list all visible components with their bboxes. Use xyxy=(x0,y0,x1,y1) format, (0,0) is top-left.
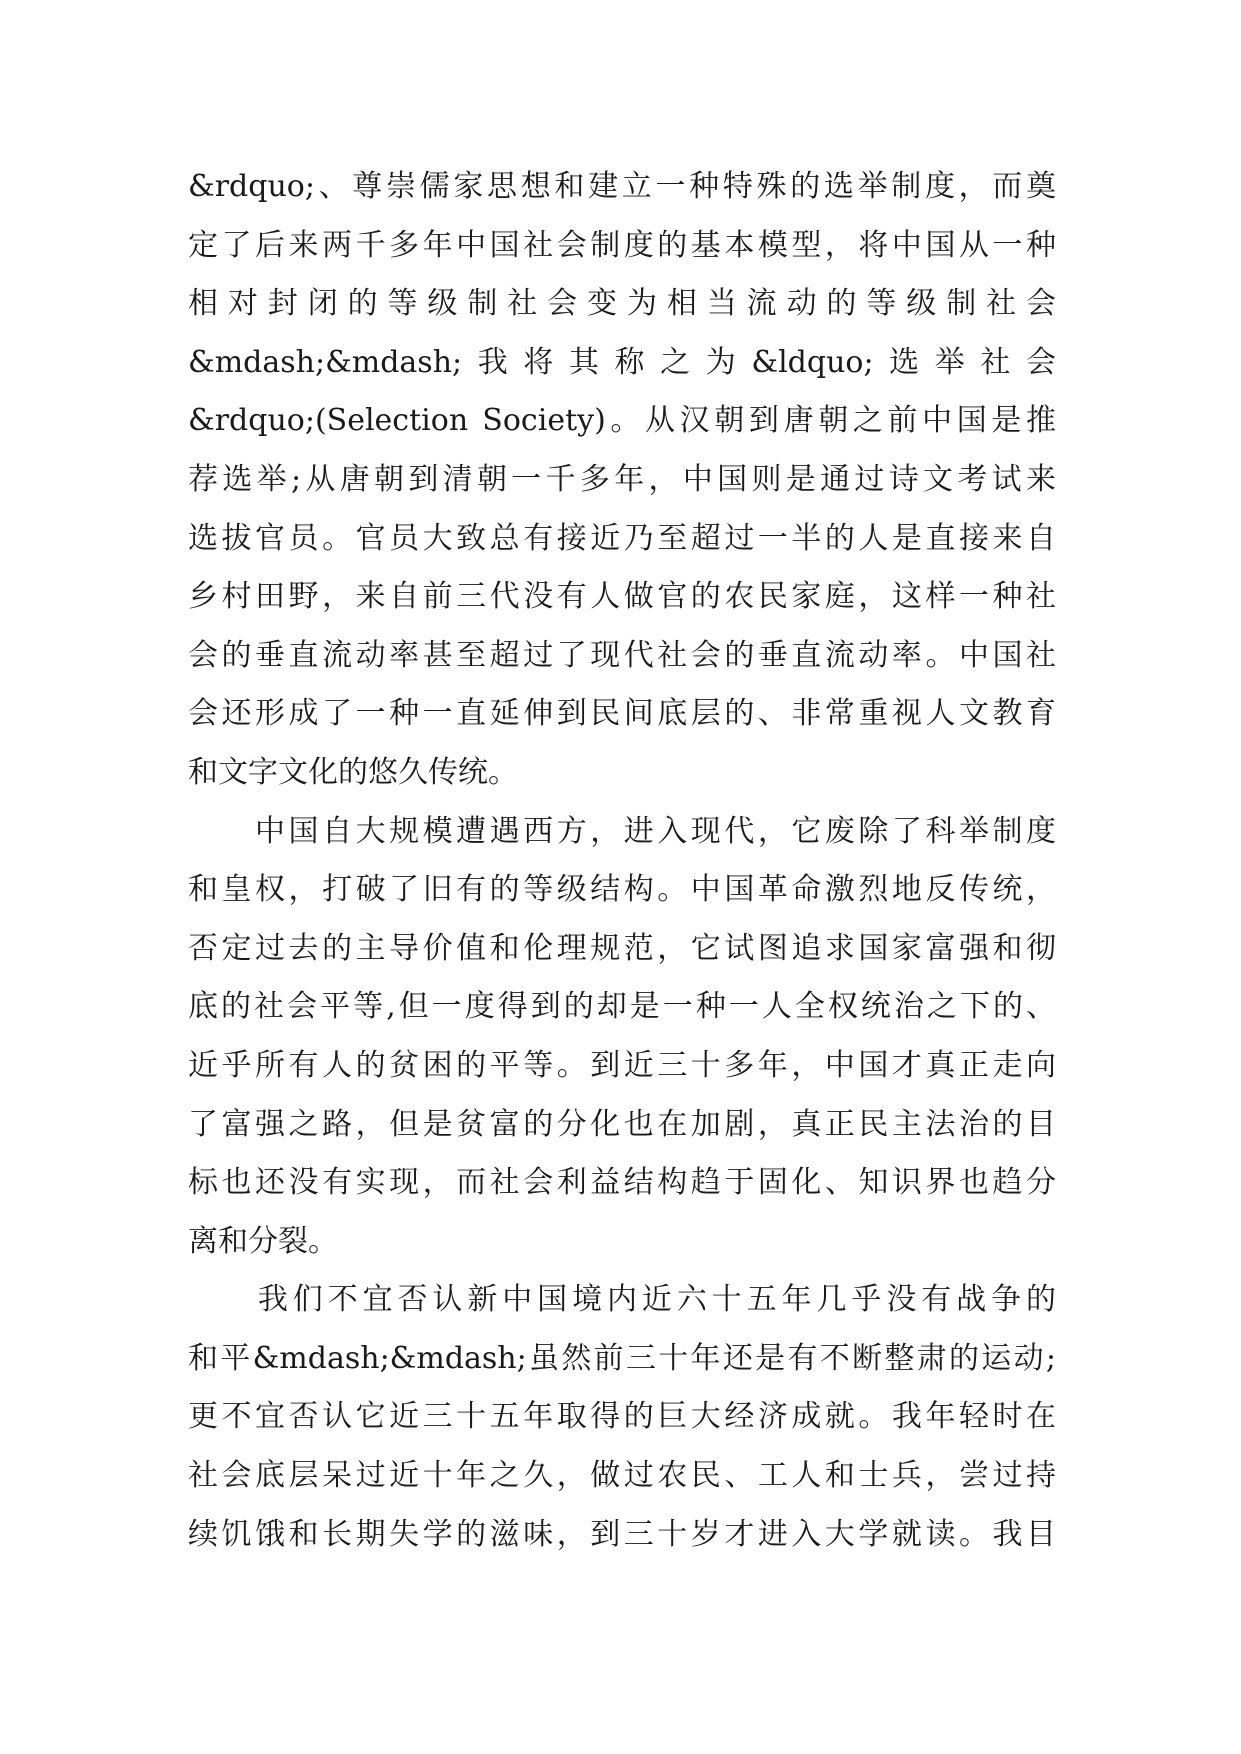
text-line: 荐选举;从唐朝到清朝一千多年，中国则是通过诗文考试来 xyxy=(188,461,1056,497)
text-line: 社会底层呆过近十年之久，做过农民、工人和士兵，尝过持 xyxy=(188,1458,1056,1494)
text-line: 会还形成了一种一直延伸到民间底层的、非常重视人文教育 xyxy=(188,696,1056,732)
text-line: 底的社会平等,但一度得到的却是一种一人全权统治之下的、 xyxy=(188,989,1056,1025)
text-line: &rdquo;(Selection Society)。从汉朝到唐朝之前中国是推 xyxy=(188,403,1056,439)
text-line: 标也还没有实现，而社会利益结构趋于固化、知识界也趋分 xyxy=(188,1165,1056,1201)
text-line: 中国自大规模遭遇西方，进入现代，它废除了科举制度 xyxy=(188,813,1056,849)
text-line: 和皇权，打破了旧有的等级结构。中国革命激烈地反传统， xyxy=(188,872,1056,908)
text-line: 和平&mdash;&mdash;虽然前三十年还是有不断整肃的运动; xyxy=(188,1340,1056,1376)
text-line: 我们不宜否认新中国境内近六十五年几乎没有战争的 xyxy=(188,1282,1056,1318)
text-line: 更不宜否认它近三十五年取得的巨大经济成就。我年轻时在 xyxy=(188,1399,1056,1435)
text-line: 相对封闭的等级制社会变为相当流动的等级制社会 xyxy=(188,286,1056,322)
body-text xyxy=(188,158,1056,1564)
text-line: 会的垂直流动率甚至超过了现代社会的垂直流动率。中国社 xyxy=(188,637,1056,673)
text-line: 否定过去的主导价值和伦理规范，它试图追求国家富强和彻 xyxy=(188,930,1056,966)
text-line: 离和分裂。 xyxy=(188,1223,338,1259)
text-line: 乡村田野，来自前三代没有人做官的农民家庭，这样一种社 xyxy=(188,579,1056,615)
text-line: 定了后来两千多年中国社会制度的基本模型，将中国从一种 xyxy=(188,227,1056,263)
text-line: 和文字文化的悠久传统。 xyxy=(188,754,518,790)
text-line: 续饥饿和长期失学的滋味，到三十岁才进入大学就读。我目 xyxy=(188,1516,1056,1552)
text-line: 了富强之路，但是贫富的分化也在加剧，真正民主法治的目 xyxy=(188,1106,1056,1142)
text-line: &mdash;&mdash;我将其称之为&ldquo;选举社会 xyxy=(188,344,1056,380)
text-line: 选拔官员。官员大致总有接近乃至超过一半的人是直接来自 xyxy=(188,520,1056,556)
text-line: 近乎所有人的贫困的平等。到近三十多年，中国才真正走向 xyxy=(188,1047,1056,1083)
text-line: &rdquo;、尊崇儒家思想和建立一种特殊的选举制度，而奠 xyxy=(188,169,1056,204)
